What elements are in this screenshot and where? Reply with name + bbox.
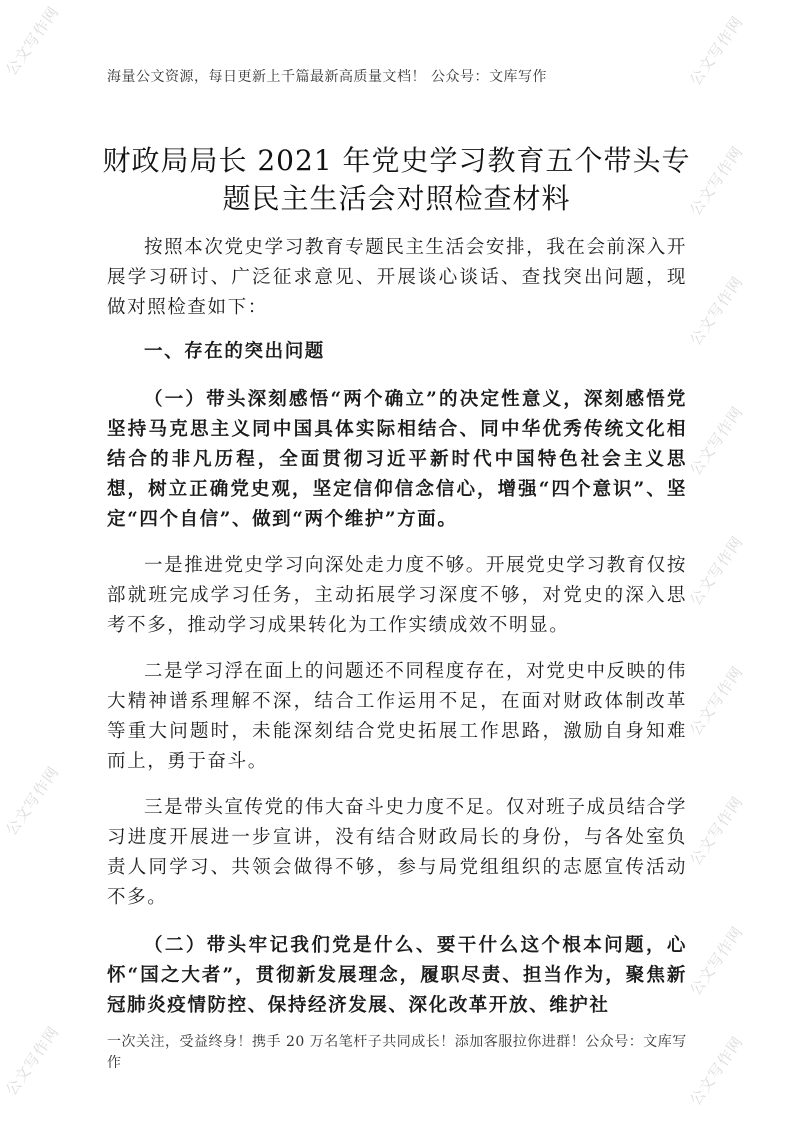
watermark-text: 公文写作网 — [2, 762, 63, 839]
watermark-text: 公文写作网 — [686, 272, 747, 349]
watermark-text: 公文写作网 — [686, 662, 747, 739]
subsection-heading: （二）带头牢记我们党是什么、要干什么这个根本问题，心怀“国之大者”，贯彻新发展理念，履职尽责、担当作为，聚焦新冠肺炎疫情防控、保持经济发展、深化改革开放、维护社 — [107, 935, 687, 1016]
watermark-text: 公文写作网 — [686, 532, 747, 609]
intro-paragraph: 按照本次党史学习教育专题民主生活会安排，我在会前深入开展学习研讨、广泛征求意见、开展谈心谈话、查找突出问题，现做对照检查如下： — [107, 237, 687, 318]
page-footer: 一次关注，受益终身！携手 20 万名笔杆子共同成长！添加客服拉你进群！公众号：文库写作 — [107, 1034, 687, 1071]
watermark-text: 公文写作网 — [2, 2, 63, 79]
watermark-text: 公文写作网 — [686, 12, 747, 89]
watermark-text: 公文写作网 — [686, 1032, 747, 1109]
watermark-text: 公文写作网 — [2, 1022, 63, 1099]
body-paragraph: 一是推进党史学习向深处走力度不够。开展党史学习教育仅按部就班完成学习任务，主动拓展学习深度不够，对党史的深入思考不多，推动学习成果转化为工作实绩成效不明显。 — [107, 555, 687, 636]
watermark-text: 公文写作网 — [686, 142, 747, 219]
body-paragraph: 三是带头宣传党的伟大奋斗史力度不足。仅对班子成员结合学习进度开展进一步宣讲，没有结合财政局长的身份，与各处室负责人同学习、共领会做得不够，参与局党组组织的志愿宣传活动不多。 — [107, 797, 687, 908]
title-line-2: 题民主生活会对照检查材料 — [222, 182, 571, 215]
watermark-text: 公文写作网 — [686, 402, 747, 479]
watermark-text: 公文写作网 — [686, 792, 747, 869]
body-paragraph: 二是学习浮在面上的问题还不同程度存在，对党史中反映的伟大精神谱系理解不深，结合工作运用不足，在面对财政体制改革等重大问题时，未能深刻结合党史拓展工作思路，激励自身知难而上，勇于奋斗。 — [107, 661, 687, 772]
document-body — [107, 233, 687, 1021]
page-header: 海量公文资源，每日更新上千篇最新高质量文档！ 公众号：文库写作 — [107, 69, 547, 85]
section-heading: 一、存在的突出问题 — [144, 341, 325, 362]
title-line-1: 财政局局长 2021 年党史学习教育五个带头专 — [102, 144, 691, 177]
watermark-text: 公文写作网 — [686, 922, 747, 999]
document-title — [100, 142, 693, 218]
subsection-heading: （一）带头深刻感悟“两个确立”的决定性意义，深刻感悟党坚持马克思主义同中国具体实际相结合、同中华优秀传统文化相结合的非凡历程，全面贯彻习近平新时代中国特色社会主义思想，树立正确党史观，坚定信仰信念信心，增强“四个意识”、坚定“四个自信”、做到“两个维护”方面。 — [107, 389, 687, 530]
